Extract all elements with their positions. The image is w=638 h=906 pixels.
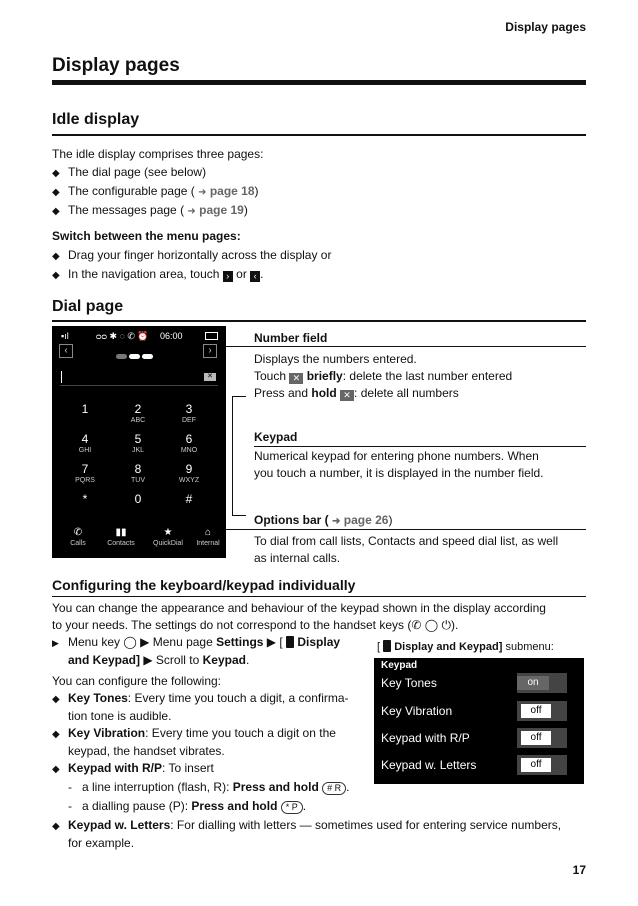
number-field-title: Number field (254, 331, 328, 345)
battery-icon (205, 332, 218, 340)
idle-intro: The idle display comprises three pages: (52, 147, 264, 161)
key-5[interactable]: 5 JKL (131, 432, 145, 454)
phone-screen (52, 326, 226, 558)
delete-icon[interactable]: ✕ (204, 373, 216, 381)
display-icon (383, 640, 391, 652)
pause-subitem: - a dialling pause (P): Press and hold * P . (68, 799, 307, 813)
page-title: Display pages (52, 55, 180, 76)
keypad-submenu (374, 658, 584, 784)
toggle-switch[interactable]: off (517, 701, 567, 721)
config-step: ▶ Menu key ◯ ▶ Menu page Settings ▶ [ Display and Keypad] ▶ Scroll to Keypad. (52, 635, 341, 667)
page-indicator (116, 348, 155, 362)
option-contacts[interactable]: ▮▮ Contacts (101, 526, 141, 547)
toggle-switch[interactable]: off (517, 755, 567, 775)
nav-right-button[interactable]: › (203, 344, 217, 358)
idle-item-1: ◆ The dial page (see below) (52, 165, 207, 179)
keypad-letters-item: ◆ Keypad w. Letters: For dialling with letters — sometimes used for entering service numbers, for example. (52, 818, 562, 850)
internal-icon: ⌂ (204, 527, 212, 538)
switch-item-2: ◆ In the navigation area, touch › or ‹ . (52, 267, 264, 281)
key-tones-item: ◆ Key Tones: Every time you touch a digit, a confirma- tion tone is audible. (52, 691, 349, 723)
key-4[interactable]: 4 GHI (78, 432, 92, 454)
dial-heading: Dial page (52, 298, 124, 315)
key-1[interactable]: 1 (81, 402, 89, 416)
page-link[interactable]: page 18 (209, 184, 255, 198)
keypad-desc: Numerical keypad for entering phone numbers. When you touch a number, it is displayed in the number field. (254, 449, 544, 480)
key-vibration-item: ◆ Key Vibration: Every time you touch a digit on the keypad, the handset vibrates. (52, 726, 336, 758)
dial-rule (52, 320, 586, 322)
config-rule (52, 596, 586, 597)
submenu-row[interactable]: Keypad with R/P off (381, 731, 577, 745)
key-9[interactable]: 9 WXYZ (178, 462, 200, 484)
key-7[interactable]: 7 PQRS (75, 462, 95, 484)
page-number: 17 (572, 863, 586, 877)
switch-item-1: ◆ Drag your finger horizontally across the display or (52, 248, 332, 262)
idle-item-3: ◆ The messages page ( ➜ page 19) (52, 203, 248, 217)
number-field-desc: Displays the numbers entered. Touch ✕ briefly: delete the last number entered Press and hold ✕ : delete all numbers (254, 352, 513, 400)
key-8[interactable]: 8 TUV (131, 462, 145, 484)
can-configure: You can configure the following: (52, 674, 222, 688)
submenu-row[interactable]: Key Tones on (381, 676, 577, 690)
submenu-row[interactable]: Key Vibration off (381, 704, 577, 718)
key-0[interactable]: 0 (134, 492, 142, 506)
callout-line (254, 446, 586, 447)
keypad-title: Keypad (254, 430, 298, 444)
page-link[interactable]: page 26 (343, 513, 389, 527)
page-link[interactable]: page 19 (199, 203, 244, 217)
backspace-icon: ✕ (289, 373, 303, 384)
display-icon (286, 636, 294, 648)
number-field[interactable] (60, 371, 218, 386)
title-rule (52, 80, 586, 85)
contacts-icon: ▮▮ (115, 527, 127, 538)
idle-heading: Idle display (52, 111, 140, 128)
star-key: * P (281, 801, 303, 814)
keypad-rp-item: ◆ Keypad with R/P: To insert (52, 761, 214, 775)
key-#[interactable]: # (185, 492, 193, 506)
text-cursor (61, 371, 62, 383)
key-3[interactable]: 3 DEF (182, 402, 196, 424)
callout-line (232, 396, 246, 397)
submenu-caption: [ Display and Keypad] submenu: (377, 641, 554, 653)
submenu-title: Keypad (381, 660, 418, 671)
chevron-left-icon: ‹ (250, 271, 260, 282)
key-2[interactable]: 2 ABC (130, 402, 146, 424)
chevron-right-icon: › (223, 271, 233, 282)
handset-keys-icons: ✆ ◯ ⏻ (411, 618, 451, 632)
option-calls[interactable]: ✆ Calls (58, 526, 98, 547)
backspace-icon: ✕ (340, 390, 354, 401)
callout-bracket (232, 396, 233, 516)
config-intro: You can change the appearance and behaviour of the keypad shown in the display according to your needs. The settings do not correspond to the handset keys (✆ ◯ ⏻). (52, 601, 546, 632)
callout-line (232, 515, 246, 516)
idle-item-2: ◆ The configurable page ( ➜ page 18) (52, 184, 259, 198)
running-header: Display pages (505, 20, 586, 34)
toggle-switch[interactable]: on (517, 673, 567, 693)
callout-line (226, 346, 586, 347)
toggle-switch[interactable]: off (517, 728, 567, 748)
options-bar-desc: To dial from call lists, Contacts and speed dial list, as well as internal calls. (254, 534, 559, 565)
submenu-row[interactable]: Keypad w. Letters off (381, 758, 577, 772)
option-quickdial[interactable]: ★ QuickDial (148, 526, 188, 547)
flash-subitem: - a line interruption (flash, R): Press and hold # R . (68, 780, 350, 794)
key-6[interactable]: 6 MNO (180, 432, 198, 454)
menu-key-icon: ◯ (123, 635, 137, 649)
clock-time: 06:00 (160, 331, 183, 341)
options-bar-title: Options bar ( ➜ page 26) (254, 513, 393, 527)
callout-line (226, 529, 586, 530)
star-icon: ★ (163, 527, 173, 538)
option-internal[interactable]: ⌂ Internal (188, 526, 228, 547)
nav-left-button[interactable]: ‹ (59, 344, 73, 358)
hash-key: # R (322, 782, 346, 795)
idle-rule (52, 134, 586, 136)
status-icons: ᴑᴑ ✱ ◌ ✆ ⏰ (96, 331, 149, 341)
signal-icon: ▪ıl (61, 331, 69, 341)
key-*[interactable]: * (82, 492, 88, 506)
phone-icon: ✆ (73, 527, 83, 538)
config-heading: Configuring the keyboard/keypad individually (52, 577, 356, 593)
switch-heading: Switch between the menu pages: (52, 229, 241, 243)
